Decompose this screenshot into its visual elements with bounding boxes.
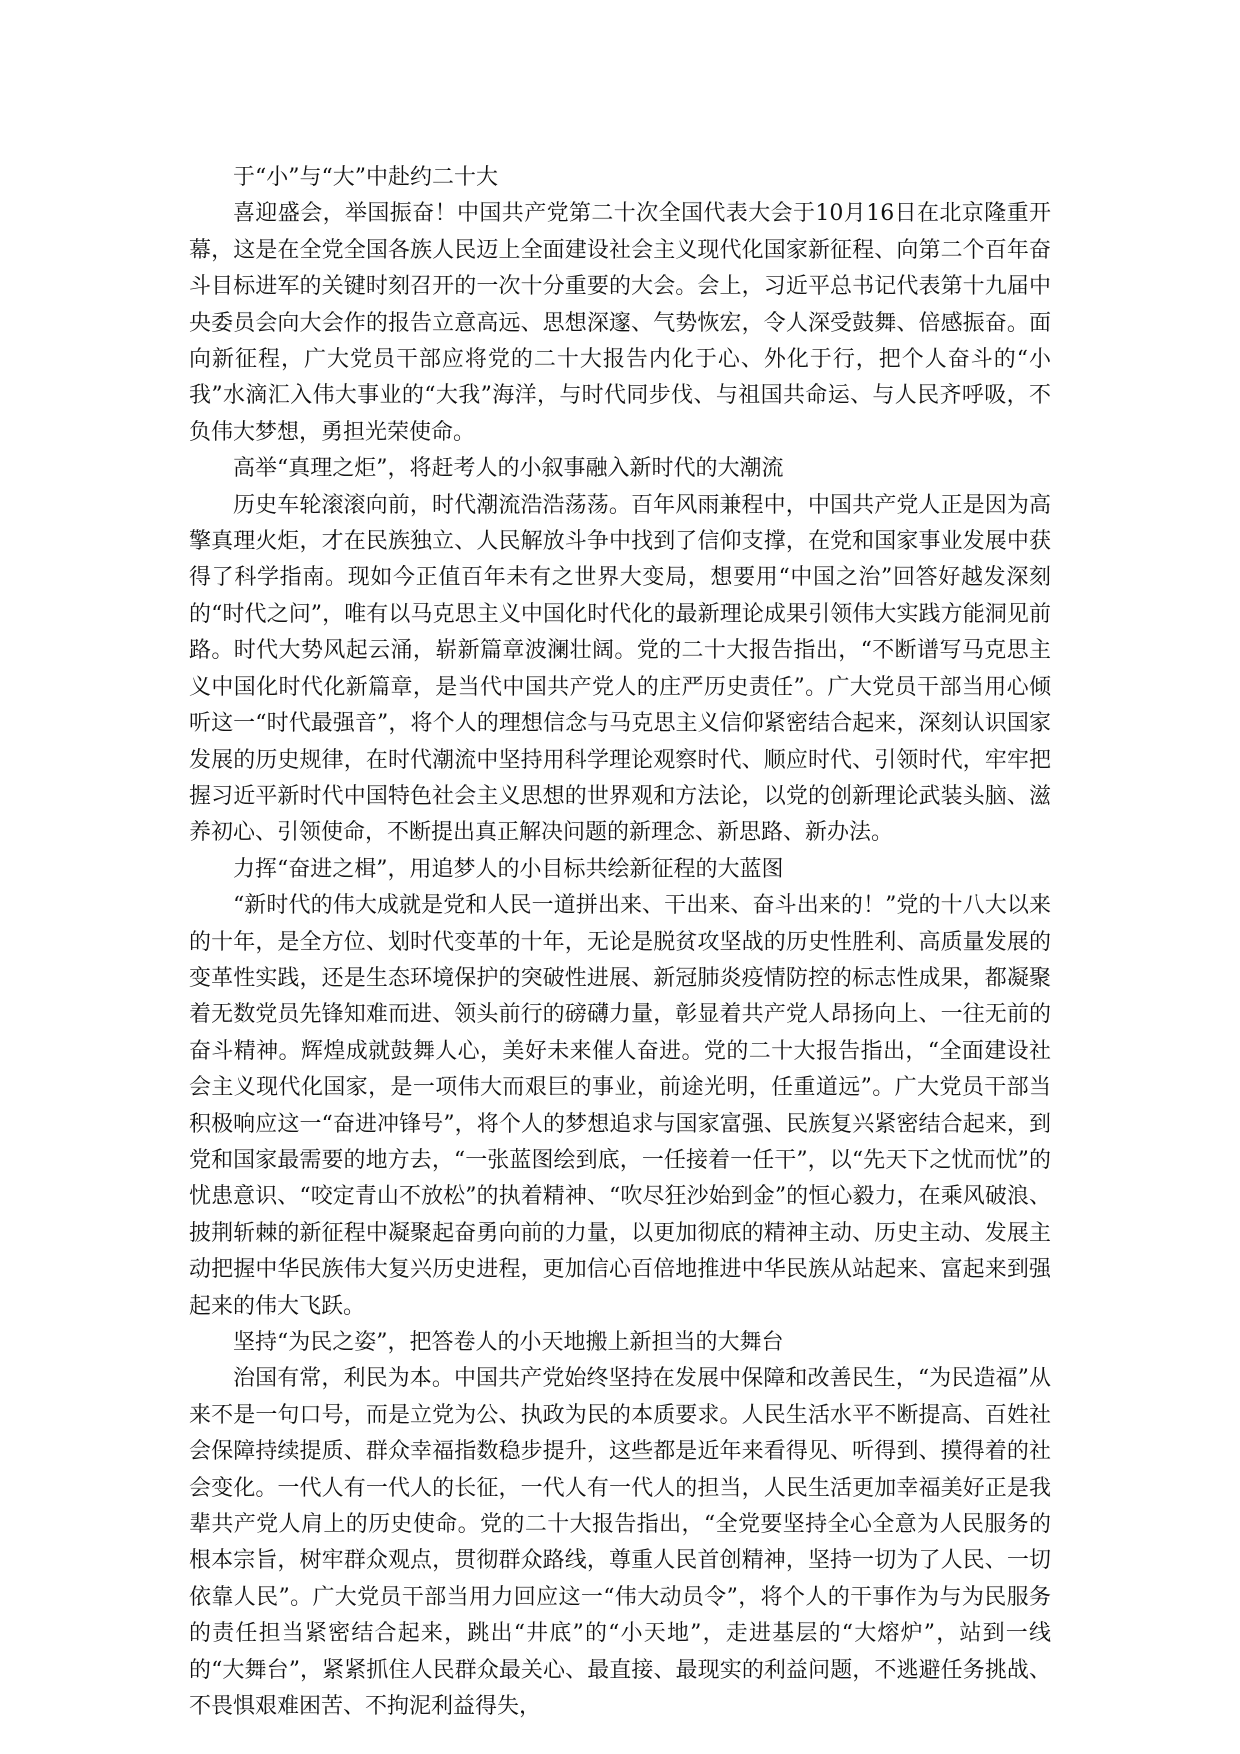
body-paragraph-serving-people: 治国有常，利民为本。中国共产党始终坚持在发展中保障和改善民生，“为民造福”从来不是一句口号，而是立党为公、执政为民的本质要求。人民生活水平不断提高、百姓社会保障持续提质、群众幸福指数稳步提升，这些都是近年来看得见、听得到、摸得着的社会变化。一代人有一代人的长征，一代人有一代人的担当，人民生活更加幸福美好正是我辈共产党人肩上的历史使命。党的二十大报告指出，“全党要坚持全心全意为人民服务的根本宗旨，树牢群众观点，贯彻群众路线，尊重人民首创精神，坚持一切为了人民、一切依靠人民”。广大党员干部当用力回应这一“伟大动员令”，将个人的干事作为与为民服务的责任担当紧密结合起来，跳出“井底”的“小天地”，走进基层的“大熔炉”，站到一线的“大舞台”，紧紧抓住人民群众最关心、最直接、最现实的利益问题，不逃避任务挑战、不畏惧艰难困苦、不拘泥利益得失， xyxy=(189,1366,1051,1720)
section-heading-serving-people: 坚持“为民之姿”，把答卷人的小天地搬上新担当的大舞台 xyxy=(233,1330,784,1355)
section-heading-striving-oar: 力挥“奋进之楫”，用追梦人的小目标共绘新征程的大蓝图 xyxy=(233,856,784,882)
document-title: 于“小”与“大”中赴约二十大 xyxy=(233,165,498,190)
body-paragraph-striving-oar: “新时代的伟大成就是党和人民一道拼出来、干出来、奋斗出来的！”党的十八大以来的十年，是全方位、划时代变革的十年，无论是脱贫攻坚战的历史性胜利、高质量发展的变革性实践，还是生态环境保护的突破性进展、新冠肺炎疫情防控的标志性成果，都凝聚着无数党员先锋知难而进、领头前行的磅礴力量，彰显着共产党人昂扬向上、一往无前的奋斗精神。辉煌成就鼓舞人心，美好未来催人奋进。党的二十大报告指出，“全面建设社会主义现代化国家，是一项伟大而艰巨的事业，前途光明，任重道远”。广大党员干部当积极响应这一“奋进冲锋号”，将个人的梦想追求与国家富强、民族复兴紧密结合起来，到党和国家最需要的地方去，“一张蓝图绘到底，一任接着一任干”，以“先天下之忧而忧”的忧患意识、“咬定青山不放松”的执着精神、“吹尽狂沙始到金”的恒心毅力，在乘风破浪、披荆斩棘的新征程中凝聚起奋勇向前的力量，以更加彻底的精神主动、历史主动、发展主动把握中华民族伟大复兴历史进程，更加信心百倍地推进中华民族从站起来、富起来到强起来的伟大飞跃。 xyxy=(189,893,1051,1319)
section-heading-truth-torch: 高举“真理之炬”，将赶考人的小叙事融入新时代的大潮流 xyxy=(233,456,784,482)
intro-paragraph: 喜迎盛会，举国振奋！中国共产党第二十次全国代表大会于10月16日在北京隆重开幕，这是在全党全国各族人民迈上全面建设社会主义现代化国家新征程、向第二个百年奋斗目标进军的关键时刻召开的一次十分重要的大会。会上，习近平总书记代表第十九届中央委员会向大会作的报告立意高远、思想深邃、气势恢宏，令人深受鼓舞、倍感振奋。面向新征程，广大党员干部应将党的二十大报告内化于心、外化于行，把个人奋斗的“小我”水滴汇入伟大事业的“大我”海洋，与时代同步伐、与祖国共命运、与人民齐呼吸，不负伟大梦想，勇担光荣使命。 xyxy=(189,201,1051,445)
body-paragraph-truth-torch: 历史车轮滚滚向前，时代潮流浩浩荡荡。百年风雨兼程中，中国共产党人正是因为高擎真理火炬，才在民族独立、人民解放斗争中找到了信仰支撑，在党和国家事业发展中获得了科学指南。现如今正值百年未有之世界大变局，想要用“中国之治”回答好越发深刻的“时代之问”，唯有以马克思主义中国化时代化的最新理论成果引领伟大实践方能洞见前路。时代大势风起云涌，崭新篇章波澜壮阔。党的二十大报告指出，“不断谱写马克思主义中国化时代化新篇章，是当代中国共产党人的庄严历史责任”。广大党员干部当用心倾听这一“时代最强音”，将个人的理想信念与马克思主义信仰紧密结合起来，深刻认识国家发展的历史规律，在时代潮流中坚持用科学理论观察时代、顺应时代、引领时代，牢牢把握习近平新时代中国特色社会主义思想的世界观和方法论，以党的创新理论武装头脑、滋养初心、引领使命，不断提出真正解决问题的新理念、新思路、新办法。 xyxy=(189,492,1051,846)
document-body xyxy=(189,160,1051,1725)
